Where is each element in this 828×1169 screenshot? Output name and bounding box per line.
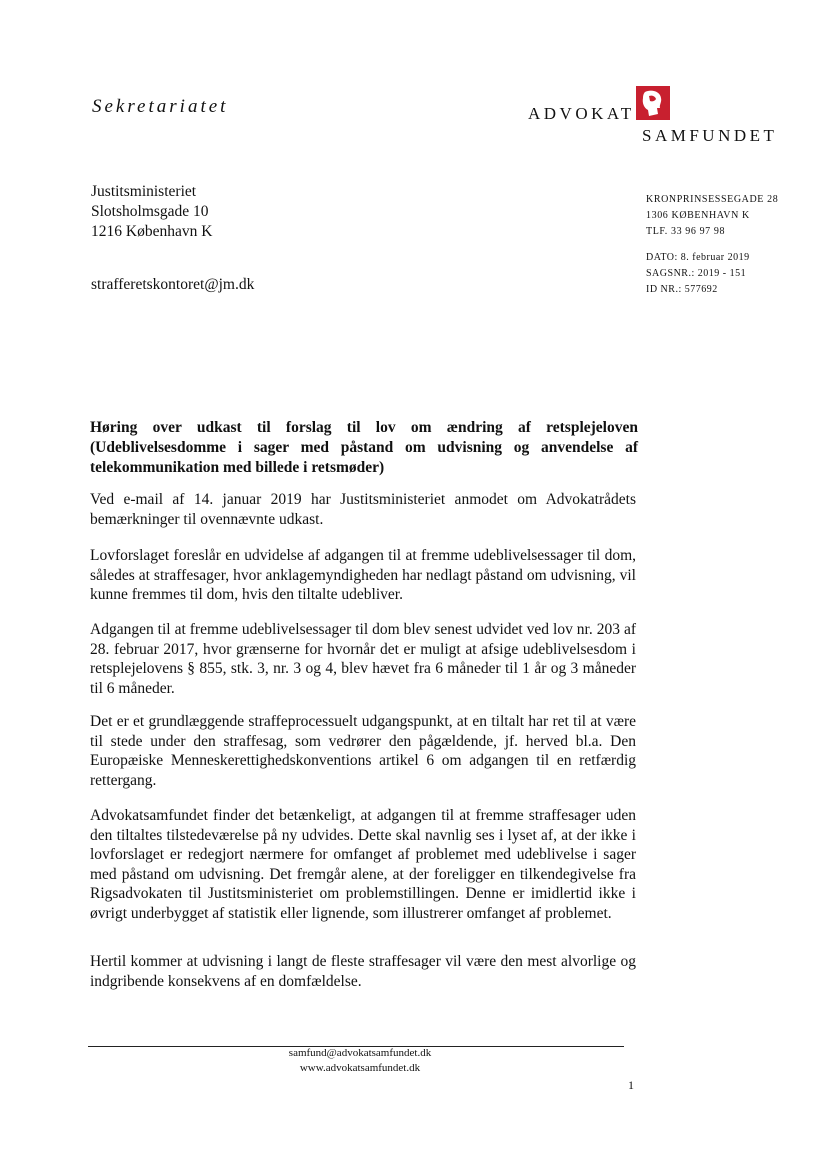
recipient-line: Justitsministeriet <box>91 183 197 200</box>
advokatsamfundet-logo <box>528 84 788 148</box>
body-paragraph: Advokatsamfundet finder det betænkeligt, at adgangen til at fremme straffesager uden den tiltaltes tilstedeværelse på ny udvides. Dette skal navnlig ses i lyset af, at der ikke i lovforslaget er redegjort nærmere for omfanget af problemet med udeblivelse i sager med påstand om udvisning. Det fremgår alene, at der foreligger en tilkendegivelse fra Rigsadvokaten til Justitsministeriet om problemstillingen. Denne er imidlertid ikke i øvrigt underbygget af statistik eller lignende, som illustrerer omfanget af problemet. <box>90 807 636 922</box>
department-name: Sekretariatet <box>92 96 229 117</box>
page-number: 1 <box>628 1078 634 1092</box>
sender-city: 1306 KØBENHAVN K <box>646 210 750 221</box>
recipient-email: strafferetskontoret@jm.dk <box>91 276 255 293</box>
recipient-address <box>91 182 212 242</box>
sender-phone: TLF. 33 96 97 98 <box>646 226 726 237</box>
logo-word-advokat: ADVOKAT <box>528 104 635 123</box>
body-paragraph: Lovforslaget foreslår en udvidelse af adgangen til at fremme udeblivelsessager til dom, således at straffesager, hvor anklagemyndigheden har nedlagt påstand om udvisning, vil kunne fremmes til dom, hvis den tiltalte udebliver. <box>90 547 636 603</box>
recipient-line: Slotsholmsgade 10 <box>91 203 209 220</box>
footer-email: samfund@advokatsamfundet.dk <box>288 1047 432 1059</box>
letter-metadata <box>646 250 750 298</box>
logo-emblem-icon <box>636 86 670 120</box>
sender-address <box>646 192 778 240</box>
sender-street: KRONPRINSESSEGADE 28 <box>646 194 779 205</box>
case-number: SAGSNR.: 2019 - 151 <box>646 268 747 279</box>
id-number: ID NR.: 577692 <box>646 284 718 295</box>
body-paragraph: Hertil kommer at udvisning i langt de fleste straffesager vil være den mest alvorlige og indgribende konsekvens af en domfældelse. <box>90 953 636 990</box>
footer-website: www.advokatsamfundet.dk <box>299 1062 421 1074</box>
logo-word-samfundet: SAMFUNDET <box>642 126 778 145</box>
recipient-line: 1216 København K <box>91 223 213 240</box>
letter-date: DATO: 8. februar 2019 <box>646 252 750 263</box>
body-paragraph: Adgangen til at fremme udeblivelsessager til dom blev senest udvidet ved lov nr. 203 af 28. februar 2017, hvor grænserne for hvornår det er muligt at afsige udeblivelsesdom i retsplejelovens § 855, stk. 3, nr. 3 og 4, blev hævet fra 6 måneder til 1 år og 3 måneder til 6 måneder. <box>90 621 636 697</box>
body-paragraph: Ved e-mail af 14. januar 2019 har Justitsministeriet anmodet om Advokatrådets bemærkninger til ovennævnte udkast. <box>90 491 636 528</box>
letter-subject: Høring over udkast til forslag til lov om ændring af retsplejeloven (Udeblivelsesdomme i sager med påstand om udvisning og anvendelse af telekommunikation med billede i retsmøder) <box>90 419 638 476</box>
body-paragraph: Det er et grundlæggende straffeprocessuelt udgangspunkt, at en tiltalt har ret til at være til stede under den straffesag, som vedrører den pågældende, jf. herved bl.a. Den Europæiske Menneskerettighedskonventions artikel 6 om adgangen til en retfærdig rettergang. <box>90 713 636 789</box>
